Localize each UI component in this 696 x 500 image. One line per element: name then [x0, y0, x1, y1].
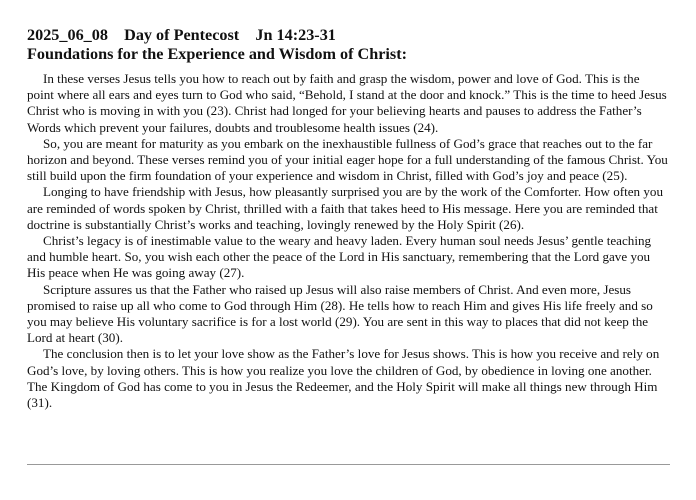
occasion-text: Day of Pentecost	[124, 26, 240, 44]
paragraph: In these verses Jesus tells you how to reach out by faith and grasp the wisdom, power and love of God. This is the point where all ears and eyes turn to God who said, “Behold, I stand at the door and knock.” This is the time to heed Jesus Christ who is moving in with you (23). Christ had longed for your believing hearts and pauses to address the Father’s Words which prevent your failures, doubts and troublesome health issues (24).	[27, 71, 667, 135]
body-text	[27, 71, 669, 411]
date-text: 2025_06_08	[27, 26, 108, 44]
document-title: Foundations for the Experience and Wisdom of Christ:	[27, 45, 407, 63]
paragraph: Christ’s legacy is of inestimable value to the weary and heavy laden. Every human soul needs Jesus’ gentle teaching and humble heart. So, you wish each other the peace of the Lord in His sanctuary, remembering that the Lord gave you His peace when He was going away (27).	[27, 233, 652, 281]
header-line	[27, 26, 669, 45]
bottom-divider	[27, 464, 670, 465]
scripture-reference: Jn 14:23-31	[255, 26, 336, 44]
paragraph: Scripture assures us that the Father who raised up Jesus will also raise members of Christ. And even more, Jesus promised to raise up all who come to God through Him (28). He tells how to reach Him and gives His life freely and so you may believe His voluntary sacrifice is for a lost world (29). You are sent in this way to places that did not keep the Lord at heart (30).	[27, 281, 653, 346]
paragraph: Longing to have friendship with Jesus, how pleasantly surprised you are by the work of the Comforter. How often you are reminded of words spoken by Christ, thrilled with a faith that takes heed to His message. Here you are reminded that doctrine is substantially Christ’s works and teaching, lovingly renewed by the Holy Spirit (26).	[27, 184, 664, 232]
devotional-page	[27, 26, 669, 411]
paragraph: So, you are meant for maturity as you embark on the inexhaustible fullness of God’s grace that reaches out to the far horizon and beyond. These verses remind you of your initial eager hope for a full understanding of the famous Christ. You still build upon the firm foundation of your experience and wisdom in Christ, filled with God’s joy and peace (25).	[27, 135, 668, 184]
paragraph: The conclusion then is to let your love show as the Father’s love for Jesus shows. This is how you receive and rely on God’s love, by loving others. This is how you realize you love the children of God, by obedience in loving one another. The Kingdom of God has come to you in Jesus the Redeemer, and the Holy Spirit will make all things new through Him (31).	[27, 346, 660, 411]
